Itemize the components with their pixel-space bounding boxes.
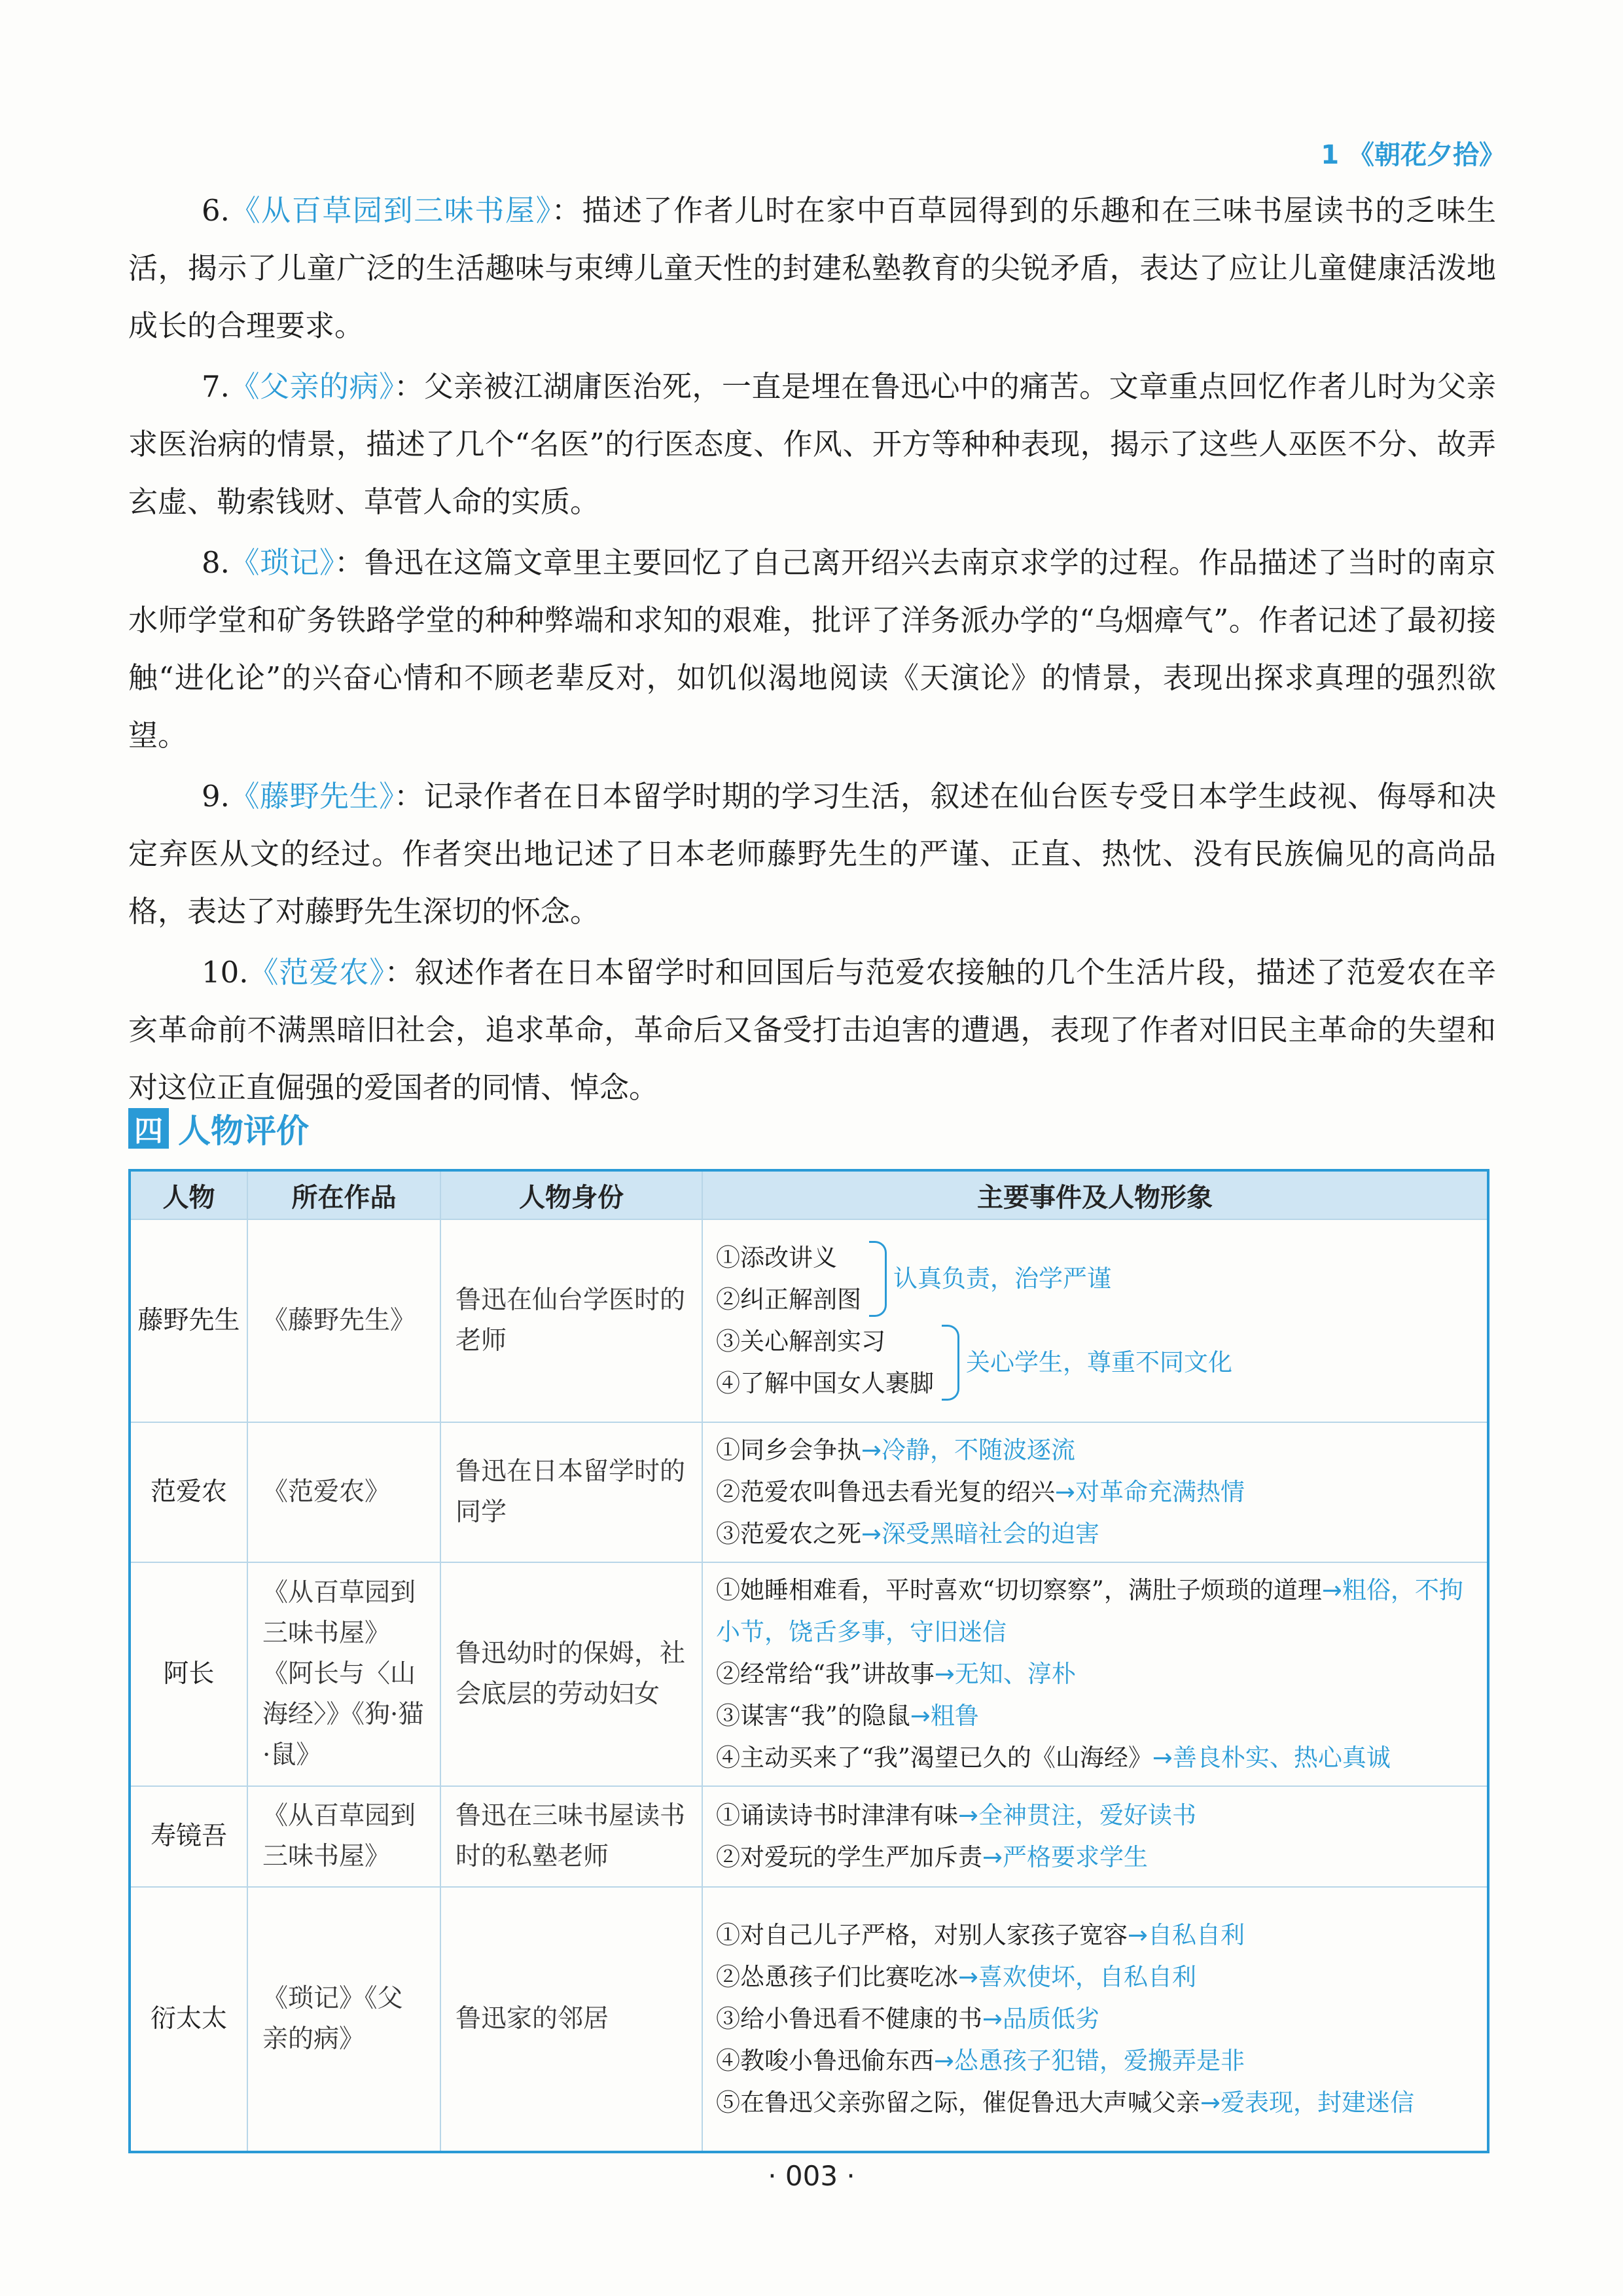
section-heading [128, 1105, 309, 1152]
event-line: ①诵读诗书时津津有味→全神贯注，爱好读书 [716, 1801, 1197, 1829]
character-identity: 鲁迅幼时的保姆，社会底层的劳动妇女 [440, 1562, 702, 1786]
event-group [716, 1237, 1474, 1321]
header-character: 人物 [130, 1170, 247, 1219]
character-events [702, 1562, 1488, 1786]
arrow-icon: → [958, 1963, 979, 1991]
event-item: ②纠正解剖图 [716, 1285, 861, 1314]
arrow-icon: → [982, 1843, 1003, 1871]
character-name: 阿长 [130, 1562, 247, 1786]
character-identity: 鲁迅在仙台学医时的老师 [440, 1219, 702, 1422]
character-identity: 鲁迅在日本留学时的同学 [440, 1422, 702, 1562]
chapter-header: 1 《朝花夕拾》 [1321, 140, 1505, 170]
character-work: 《范爱农》 [247, 1422, 440, 1562]
table-row [130, 1887, 1488, 2152]
paragraph-7: 7.《父亲的病》：父亲被江湖庸医治死，一直是埋在鲁迅心中的痛苦。文章重点回忆作者儿时为父亲求医治病的情景，描述了几个“名医”的行医态度、作风、开方等种种表现，揭示了这些人巫医不分、故弄玄虚、勒索钱财、草菅人命的实质。 [128, 369, 1496, 519]
character-identity: 鲁迅在三味书屋读书时的私塾老师 [440, 1786, 702, 1887]
character-work: 《藤野先生》 [247, 1219, 440, 1422]
character-table [128, 1169, 1489, 2153]
event-line: ②经常给“我”讲故事→无知、淳朴 [716, 1660, 1076, 1688]
arrow-icon: → [1128, 1921, 1149, 1949]
section-number: 四 [128, 1108, 169, 1149]
character-events [702, 1219, 1488, 1422]
work-title: 《藤野先生》 [229, 779, 395, 814]
header-events: 主要事件及人物形象 [702, 1170, 1488, 1219]
character-name: 藤野先生 [130, 1219, 247, 1422]
character-name: 衍太太 [130, 1887, 247, 2152]
paragraph-8: 8.《琐记》：鲁迅在这篇文章里主要回忆了自己离开绍兴去南京求学的过程。作品描述了当时的南京水师学堂和矿务铁路学堂的种种弊端和求知的艰难，批评了洋务派办学的“乌烟瘴气”。作者记述了最初接触“进化论”的兴奋心情和不顾老辈反对，如饥似渴地阅读《天演论》的情景，表现出探求真理的强烈欲望。 [128, 545, 1496, 753]
character-name: 寿镜吾 [130, 1786, 247, 1887]
arrow-icon: → [861, 1436, 882, 1464]
table-row [130, 1219, 1488, 1422]
event-line: ④教唆小鲁迅偷东西→怂恿孩子犯错，爱搬弄是非 [716, 2047, 1245, 2075]
event-line: ②对爱玩的学生严加斥责→严格要求学生 [716, 1843, 1149, 1871]
summary-paragraphs [128, 182, 1496, 1120]
arrow-icon: → [910, 1702, 931, 1730]
character-work: 《从百草园到三味书屋》《阿长与〈山海经〉》《狗·猫·鼠》 [247, 1562, 440, 1786]
arrow-icon: → [1152, 1744, 1173, 1772]
work-title: 《琐记》 [229, 545, 335, 580]
arrow-icon: → [861, 1520, 882, 1548]
event-item: ①添改讲义 [716, 1244, 837, 1272]
character-events [702, 1786, 1488, 1887]
character-identity: 鲁迅家的邻居 [440, 1887, 702, 2152]
event-line: ③给小鲁迅看不健康的书→品质低劣 [716, 2005, 1100, 2033]
table-row [130, 1562, 1488, 1786]
arrow-icon: → [934, 2047, 955, 2075]
paragraph-10: 10.《范爱农》：叙述作者在日本留学时和回国后与范爱农接触的几个生活片段，描述了范爱农在辛亥革命前不满黑暗旧社会，追求革命，革命后又备受打击迫害的遭遇，表现了作者对旧民主革命的失望和对这位正直倔强的爱国者的同情、悼念。 [128, 955, 1496, 1105]
section-title: 人物评价 [178, 1112, 309, 1150]
work-title: 《范爱农》 [248, 955, 385, 990]
brace-icon [942, 1325, 959, 1401]
event-line: ②范爱农叫鲁迅去看光复的绍兴→对革命充满热情 [716, 1478, 1245, 1506]
arrow-icon: → [934, 1660, 955, 1688]
paragraph-9: 9.《藤野先生》：记录作者在日本留学时期的学习生活，叙述在仙台医专受日本学生歧视、侮辱和决定弃医从文的经过。作者突出地记述了日本老师藤野先生的严谨、正直、热忱、没有民族偏见的高尚品格，表达了对藤野先生深切的怀念。 [128, 779, 1496, 929]
header-work: 所在作品 [247, 1170, 440, 1219]
character-work: 《从百草园到三味书屋》 [247, 1786, 440, 1887]
character-work: 《琐记》《父亲的病》 [247, 1887, 440, 2152]
event-line: ①她睡相难看，平时喜欢“切切察察”，满肚子烦琐的道理→粗俗，不拘小节，饶舌多事，守旧迷信 [716, 1576, 1463, 1646]
character-name: 范爱农 [130, 1422, 247, 1562]
event-item: ③关心解剖实习 [716, 1327, 885, 1355]
work-title: 《从百草园到三味书屋》 [229, 193, 552, 228]
table-row [130, 1786, 1488, 1887]
event-line: ⑤在鲁迅父亲弥留之际，催促鲁迅大声喊父亲→爱表现，封建迷信 [716, 2089, 1415, 2117]
arrow-icon: → [1200, 2089, 1221, 2117]
event-line: ③谋害“我”的隐鼠→粗鲁 [716, 1702, 979, 1730]
event-group [716, 1321, 1474, 1405]
event-line: ②怂恿孩子们比赛吃冰→喜欢使坏，自私自利 [716, 1963, 1197, 1991]
event-item: ④了解中国女人裹脚 [716, 1369, 934, 1397]
table-header-row [130, 1170, 1488, 1219]
character-events [702, 1422, 1488, 1562]
arrow-icon: → [1055, 1478, 1076, 1506]
event-line: ①同乡会争执→冷静，不随波逐流 [716, 1436, 1076, 1464]
arrow-icon: → [1321, 1576, 1342, 1604]
arrow-icon: → [958, 1801, 979, 1829]
paragraph-6: 6.《从百草园到三味书屋》：描述了作者儿时在家中百草园得到的乐趣和在三味书屋读书的乏味生活，揭示了儿童广泛的生活趣味与束缚儿童天性的封建私塾教育的尖锐矛盾，表达了应让儿童健康活泼地成长的合理要求。 [128, 193, 1496, 343]
event-line: ①对自己儿子严格，对别人家孩子宽容→自私自利 [716, 1921, 1245, 1949]
header-identity: 人物身份 [440, 1170, 702, 1219]
trait-label: 关心学生，尊重不同文化 [966, 1348, 1232, 1376]
table-row [130, 1422, 1488, 1562]
work-title: 《父亲的病》 [229, 369, 395, 404]
arrow-icon: → [982, 2005, 1003, 2033]
trait-label: 认真负责，治学严谨 [893, 1265, 1111, 1293]
character-events [702, 1887, 1488, 2152]
event-line: ③范爱农之死→深受黑暗社会的迫害 [716, 1520, 1100, 1548]
event-line: ④主动买来了“我”渴望已久的《山海经》→善良朴实、热心真诚 [716, 1744, 1391, 1772]
brace-icon [869, 1241, 887, 1317]
page-number: · 003 · [768, 2160, 855, 2192]
